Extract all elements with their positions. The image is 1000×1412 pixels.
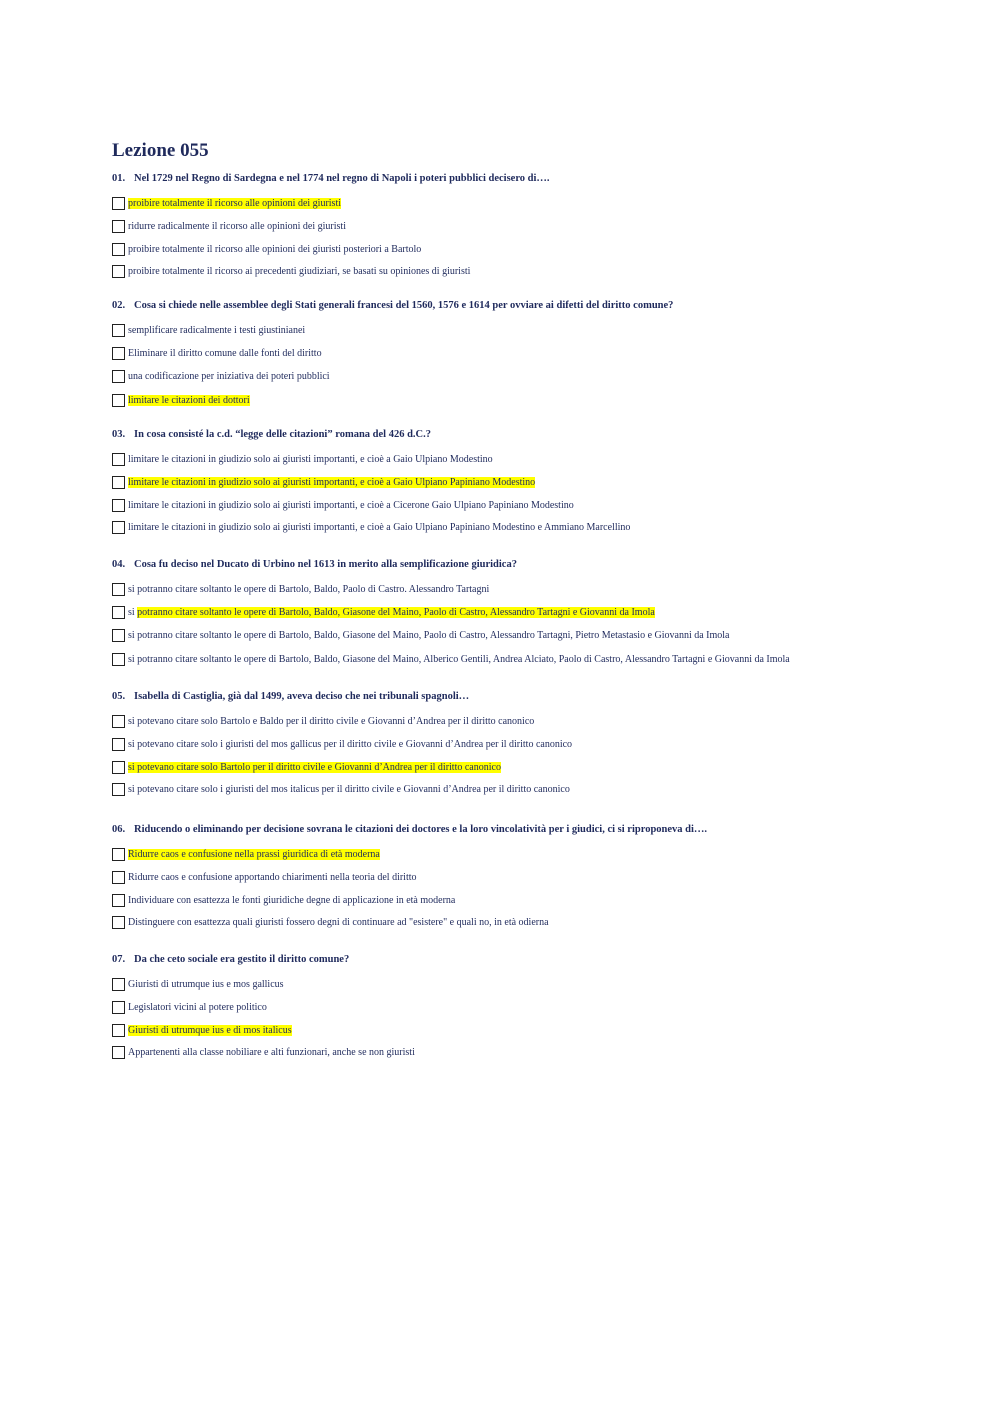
checkbox[interactable]: [112, 606, 125, 619]
answer-option[interactable]: [112, 1023, 292, 1037]
checkbox[interactable]: [112, 761, 125, 774]
question-4: [112, 559, 517, 570]
answer-text: Appartenenti alla classe nobiliare e alti funzionari, anche se non giuristi: [128, 1046, 415, 1058]
answer-option[interactable]: [112, 1000, 267, 1014]
checkbox[interactable]: [112, 499, 125, 512]
answer-text: limitare le citazioni in giudizio solo ai giuristi importanti, e cioè a Gaio Ulpiano Papiniano Modestino e Ammiano Marcellino: [128, 521, 631, 533]
checkbox[interactable]: [112, 583, 125, 596]
checkbox[interactable]: [112, 1046, 125, 1059]
answer-text: una codificazione per iniziativa dei poteri pubblici: [128, 370, 330, 382]
question-5: [112, 691, 469, 702]
answer-text: Individuare con esattezza le fonti giuridiche degne di applicazione in età moderna: [128, 894, 456, 906]
answer-option[interactable]: [112, 369, 330, 383]
checkbox[interactable]: [112, 370, 125, 383]
checkbox[interactable]: [112, 243, 125, 256]
answer-option[interactable]: [112, 915, 549, 929]
question-7: [112, 954, 349, 965]
answer-option[interactable]: [112, 760, 501, 774]
answer-text: semplificare radicalmente i testi giustinianei: [128, 324, 306, 336]
checkbox[interactable]: [112, 871, 125, 884]
answer-text: Distinguere con esattezza quali giuristi fossero degni di continuare ad "esistere" e quali no, in età odierna: [128, 916, 549, 928]
answer-option[interactable]: [112, 196, 341, 210]
answer-option[interactable]: [112, 605, 655, 619]
answer-option[interactable]: [112, 323, 305, 337]
checkbox[interactable]: [112, 521, 125, 534]
question-number: 03.: [112, 429, 126, 440]
checkbox[interactable]: [112, 653, 125, 666]
checkbox[interactable]: [112, 715, 125, 728]
checkbox[interactable]: [112, 1001, 125, 1014]
checkbox[interactable]: [112, 738, 125, 751]
question-number: 06.: [112, 824, 126, 835]
question-text: Cosa si chiede nelle assemblee degli Stati generali francesi del 1560, 1576 e 1614 per ovviare ai difetti del diritto comune?: [134, 300, 674, 311]
page-title: Lezione 055: [112, 140, 209, 161]
answer-option[interactable]: [112, 393, 250, 407]
answer-option[interactable]: [112, 520, 630, 534]
answer-option[interactable]: [112, 893, 455, 907]
answer-option[interactable]: [112, 264, 470, 278]
answer-option[interactable]: [112, 475, 535, 489]
answer-text: si potranno citare soltanto le opere di Bartolo, Baldo, Giasone del Maino, Paolo di Castro, Alessandro Tartagni, Pietro Metastasio e Giovanni da Imola: [128, 629, 730, 641]
checkbox[interactable]: [112, 347, 125, 360]
answer-option[interactable]: [112, 714, 534, 728]
answer-text: proibire totalmente il ricorso alle opinioni dei giuristi posteriori a Bartolo: [128, 243, 422, 255]
answer-option[interactable]: [112, 652, 790, 666]
answer-option[interactable]: [112, 977, 284, 991]
checkbox[interactable]: [112, 453, 125, 466]
answer-text: proibire totalmente il ricorso ai precedenti giudiziari, se basati su opiniones di giuristi: [128, 265, 471, 277]
question-text: In cosa consisté la c.d. “legge delle citazioni” romana del 426 d.C.?: [134, 429, 431, 440]
checkbox[interactable]: [112, 1024, 125, 1037]
answer-text-highlighted: Giuristi di utrumque ius e di mos italicus: [128, 1024, 292, 1036]
checkbox[interactable]: [112, 265, 125, 278]
answer-text: ridurre radicalmente il ricorso alle opinioni dei giuristi: [128, 220, 346, 232]
checkbox[interactable]: [112, 476, 125, 489]
answer-option[interactable]: [112, 219, 346, 233]
answer-text: si potevano citare solo i giuristi del mos italicus per il diritto civile e Giovanni d’Andrea per il diritto canonico: [128, 783, 570, 795]
question-text: Da che ceto sociale era gestito il diritto comune?: [134, 954, 350, 965]
answer-prefix: si: [128, 606, 138, 618]
answer-text: si potevano citare solo i giuristi del mos gallicus per il diritto civile e Giovanni d’Andrea per il diritto canonico: [128, 738, 573, 750]
answer-text: si potranno citare soltanto le opere di Bartolo, Baldo, Paolo di Castro. Alessandro Tartagni: [128, 583, 490, 595]
checkbox[interactable]: [112, 848, 125, 861]
checkbox[interactable]: [112, 197, 125, 210]
answer-text-highlighted: limitare le citazioni dei dottori: [128, 394, 250, 406]
answer-option[interactable]: [112, 582, 489, 596]
answer-text: Ridurre caos e confusione apportando chiarimenti nella teoria del diritto: [128, 871, 417, 883]
answer-option[interactable]: [112, 498, 574, 512]
checkbox[interactable]: [112, 324, 125, 337]
question-text: Cosa fu deciso nel Ducato di Urbino nel 1613 in merito alla semplificazione giuridica?: [134, 559, 517, 570]
answer-text-highlighted: proibire totalmente il ricorso alle opinioni dei giuristi: [128, 197, 342, 209]
answer-text: Giuristi di utrumque ius e mos gallicus: [128, 978, 284, 990]
question-number: 07.: [112, 954, 126, 965]
answer-option[interactable]: [112, 782, 570, 796]
answer-option[interactable]: [112, 870, 417, 884]
answer-option[interactable]: [112, 1045, 415, 1059]
answer-text: si potevano citare solo Bartolo e Baldo per il diritto civile e Giovanni d’Andrea per il diritto canonico: [128, 715, 535, 727]
answer-text-highlighted: potranno citare soltanto le opere di Bartolo, Baldo, Giasone del Maino, Paolo di Castro, Alessandro Tartagni e Giovanni da Imola: [137, 606, 655, 618]
answer-text: Legislatori vicini al potere politico: [128, 1001, 267, 1013]
question-1: [112, 173, 550, 184]
question-6: [112, 824, 707, 835]
answer-text: Eliminare il diritto comune dalle fonti del diritto: [128, 347, 322, 359]
checkbox[interactable]: [112, 916, 125, 929]
question-2: [112, 300, 673, 311]
answer-text: si potranno citare soltanto le opere di Bartolo, Baldo, Giasone del Maino, Alberico Gentili, Andrea Alciato, Paolo di Castro, Alessandro Tartagni e Giovanni da Imola: [128, 653, 790, 665]
answer-option[interactable]: [112, 628, 730, 642]
question-3: [112, 429, 431, 440]
answer-option[interactable]: [112, 242, 421, 256]
question-number: 05.: [112, 691, 126, 702]
checkbox[interactable]: [112, 783, 125, 796]
question-text: Isabella di Castiglia, già dal 1499, aveva deciso che nei tribunali spagnoli…: [134, 691, 470, 702]
answer-text-highlighted: Ridurre caos e confusione nella prassi giuridica di età moderna: [128, 848, 380, 860]
question-number: 04.: [112, 559, 126, 570]
answer-option[interactable]: [112, 346, 322, 360]
answer-text: limitare le citazioni in giudizio solo ai giuristi importanti, e cioè a Gaio Ulpiano Modestino: [128, 453, 493, 465]
checkbox[interactable]: [112, 894, 125, 907]
checkbox[interactable]: [112, 394, 125, 407]
checkbox[interactable]: [112, 629, 125, 642]
answer-text-highlighted: si potevano citare solo Bartolo per il diritto civile e Giovanni d’Andrea per il diritto canonico: [128, 761, 501, 773]
checkbox[interactable]: [112, 978, 125, 991]
question-text: Riducendo o eliminando per decisione sovrana le citazioni dei doctores e la loro vincolatività per i giudici, ci si riproponeva di….: [134, 824, 708, 835]
answer-option[interactable]: [112, 847, 380, 861]
answer-text-highlighted: limitare le citazioni in giudizio solo ai giuristi importanti, e cioè a Gaio Ulpiano Papiniano Modestino: [128, 476, 536, 488]
answer-option[interactable]: [112, 737, 572, 751]
checkbox[interactable]: [112, 220, 125, 233]
answer-option[interactable]: [112, 452, 493, 466]
question-number: 01.: [112, 173, 126, 184]
answer-text: limitare le citazioni in giudizio solo ai giuristi importanti, e cioè a Cicerone Gaio Ulpiano Papiniano Modestino: [128, 499, 574, 511]
question-number: 02.: [112, 300, 126, 311]
question-text: Nel 1729 nel Regno di Sardegna e nel 1774 nel regno di Napoli i poteri pubblici decisero di….: [134, 173, 550, 184]
